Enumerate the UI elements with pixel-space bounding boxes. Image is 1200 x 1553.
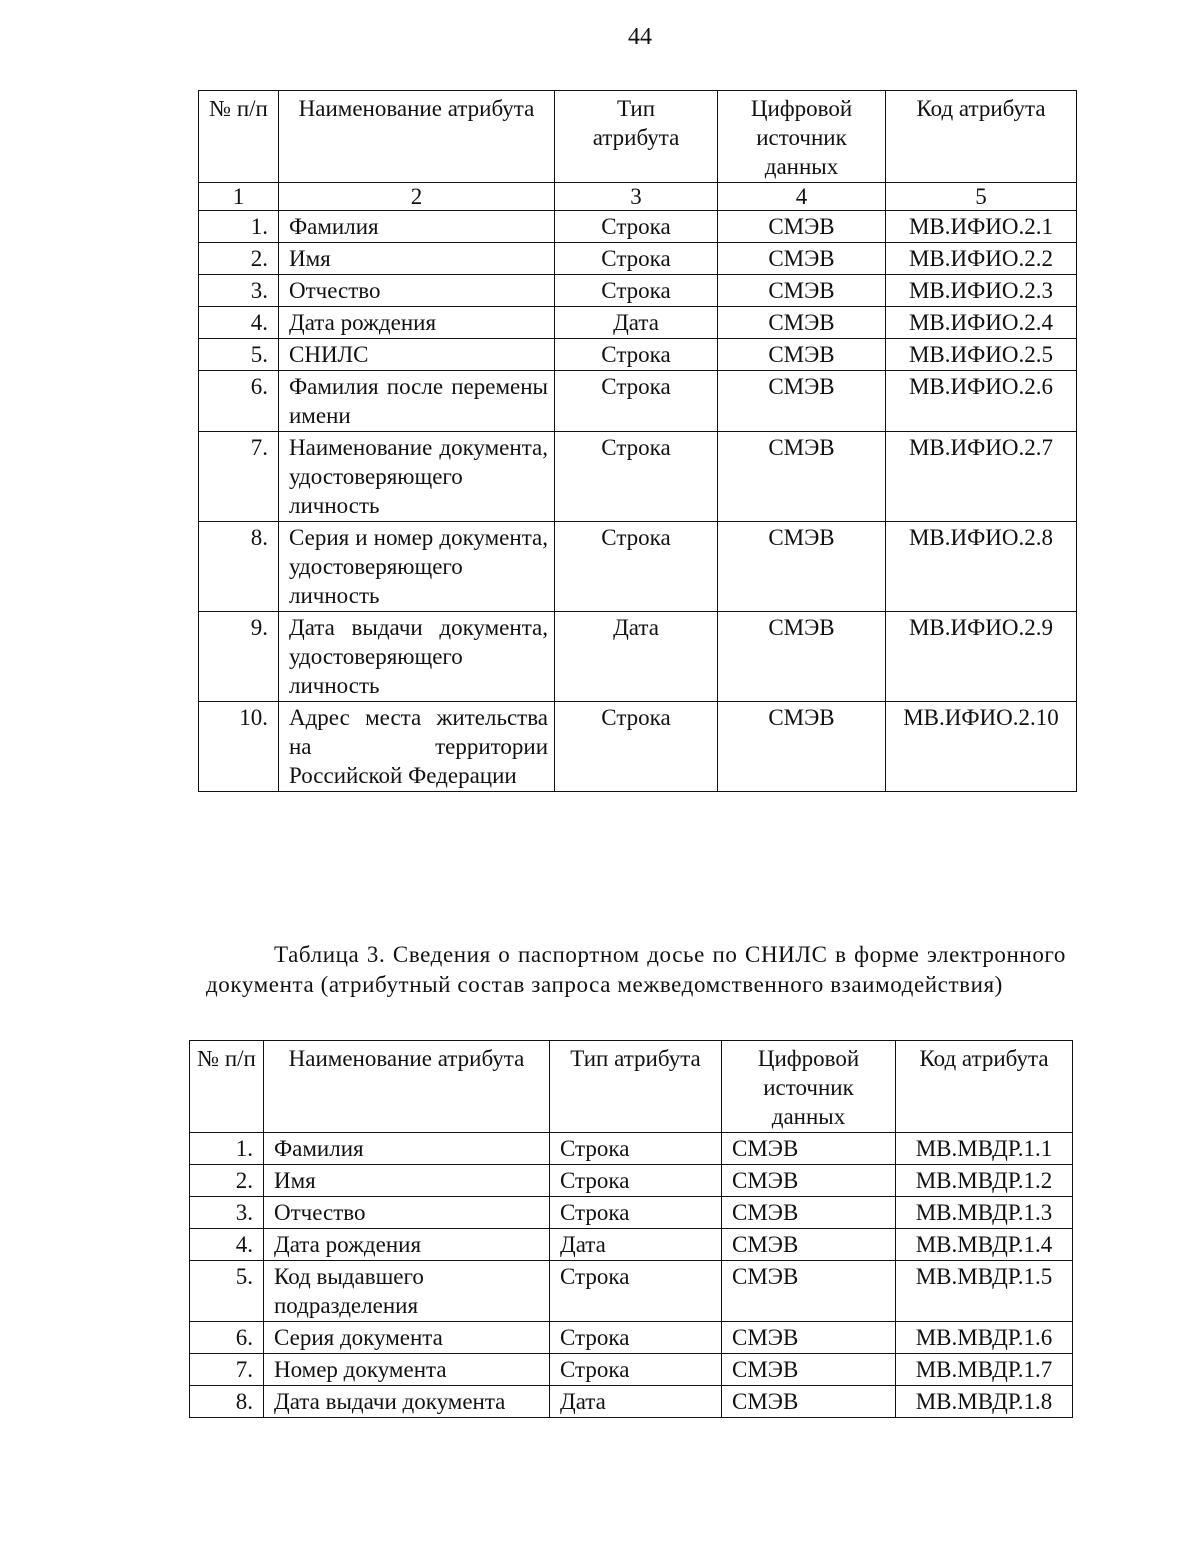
table-row (199, 522, 1077, 612)
table-header-row (199, 91, 1077, 183)
table-row (199, 243, 1077, 275)
data-source: СМЭВ (718, 371, 886, 432)
attribute-code: МВ.ИФИО.2.10 (886, 702, 1077, 792)
attribute-name: Дата выдачи документа, удостоверяющего личность (279, 612, 555, 702)
attribute-name: Дата рождения (279, 307, 555, 339)
page-number: 44 (628, 24, 652, 50)
attribute-code: МВ.ИФИО.2.8 (886, 522, 1077, 612)
header-type: Тип атрибута (555, 91, 718, 183)
table-row (199, 211, 1077, 243)
data-source: СМЭВ (718, 612, 886, 702)
attribute-type: Дата (550, 1386, 722, 1418)
attribute-type: Строка (555, 243, 718, 275)
attribute-name: Номер документа (264, 1354, 550, 1386)
table-row (190, 1165, 1073, 1197)
row-number: 4. (190, 1229, 264, 1261)
attribute-name: Наименование документа, удостоверяющего личность (279, 432, 555, 522)
row-number: 4. (199, 307, 279, 339)
attribute-name: Дата рождения (264, 1229, 550, 1261)
attribute-code: МВ.ИФИО.2.2 (886, 243, 1077, 275)
row-number: 8. (190, 1386, 264, 1418)
row-number: 1. (199, 211, 279, 243)
attribute-name: Фамилия (264, 1133, 550, 1165)
attribute-type: Дата (550, 1229, 722, 1261)
attribute-code: МВ.МВДР.1.2 (896, 1165, 1073, 1197)
data-source: СМЭВ (718, 522, 886, 612)
attribute-name: Код выдавшего подразделения (264, 1261, 550, 1322)
attribute-code: МВ.МВДР.1.3 (896, 1197, 1073, 1229)
row-number: 8. (199, 522, 279, 612)
attribute-name: Имя (264, 1165, 550, 1197)
table-row (199, 432, 1077, 522)
header-source: Цифровой источник данных (718, 91, 886, 183)
attribute-type: Строка (550, 1261, 722, 1322)
header-name: Наименование атрибута (264, 1041, 550, 1133)
table-row (199, 612, 1077, 702)
column-index: 3 (555, 183, 718, 211)
attribute-type: Строка (550, 1165, 722, 1197)
attribute-code: МВ.МВДР.1.1 (896, 1133, 1073, 1165)
row-number: 7. (190, 1354, 264, 1386)
attribute-code: МВ.ИФИО.2.1 (886, 211, 1077, 243)
column-index-row (199, 183, 1077, 211)
attributes-table-2 (198, 90, 1077, 792)
data-source: СМЭВ (722, 1165, 896, 1197)
attribute-code: МВ.МВДР.1.6 (896, 1322, 1073, 1354)
attribute-name: СНИЛС (279, 339, 555, 371)
attribute-code: МВ.МВДР.1.8 (896, 1386, 1073, 1418)
attribute-type: Дата (555, 307, 718, 339)
row-number: 1. (190, 1133, 264, 1165)
row-number: 2. (190, 1165, 264, 1197)
table-row (190, 1386, 1073, 1418)
row-number: 6. (199, 371, 279, 432)
data-source: СМЭВ (718, 702, 886, 792)
table-row (199, 371, 1077, 432)
attribute-type: Строка (550, 1197, 722, 1229)
attribute-code: МВ.ИФИО.2.5 (886, 339, 1077, 371)
attribute-code: МВ.ИФИО.2.3 (886, 275, 1077, 307)
attribute-name: Серия документа (264, 1322, 550, 1354)
attribute-name: Адрес места жительства на территории Российской Федерации (279, 702, 555, 792)
data-source: СМЭВ (718, 243, 886, 275)
data-source: СМЭВ (718, 275, 886, 307)
table-header-row (190, 1041, 1073, 1133)
data-source: СМЭВ (718, 432, 886, 522)
header-source: Цифровой источник данных (722, 1041, 896, 1133)
attribute-type: Строка (550, 1354, 722, 1386)
data-source: СМЭВ (718, 339, 886, 371)
attribute-name: Дата выдачи документа (264, 1386, 550, 1418)
row-number: 3. (190, 1197, 264, 1229)
attribute-code: МВ.ИФИО.2.4 (886, 307, 1077, 339)
column-index: 5 (886, 183, 1077, 211)
attributes-table-3 (189, 1040, 1073, 1418)
row-number: 2. (199, 243, 279, 275)
table-row (190, 1229, 1073, 1261)
attribute-type: Строка (555, 275, 718, 307)
row-number: 5. (199, 339, 279, 371)
table-row (190, 1261, 1073, 1322)
row-number: 5. (190, 1261, 264, 1322)
table-caption: Таблица 3. Сведения о паспортном досье по СНИЛС в форме электронного документа (атрибутный состав запроса межведомственного взаимодействия) (206, 942, 1066, 997)
table-row (190, 1354, 1073, 1386)
attribute-name: Фамилия после перемены имени (279, 371, 555, 432)
attribute-type: Строка (550, 1133, 722, 1165)
attribute-type: Строка (555, 211, 718, 243)
attribute-name: Отчество (264, 1197, 550, 1229)
attribute-code: МВ.ИФИО.2.6 (886, 371, 1077, 432)
attribute-type: Строка (555, 432, 718, 522)
attribute-type: Дата (555, 612, 718, 702)
data-source: СМЭВ (722, 1386, 896, 1418)
column-index: 1 (199, 183, 279, 211)
attribute-type: Строка (550, 1322, 722, 1354)
attribute-code: МВ.ИФИО.2.7 (886, 432, 1077, 522)
attribute-type: Строка (555, 339, 718, 371)
attribute-type: Строка (555, 702, 718, 792)
data-source: СМЭВ (718, 211, 886, 243)
attribute-code: МВ.ИФИО.2.9 (886, 612, 1077, 702)
table-row (199, 702, 1077, 792)
header-num: № п/п (190, 1041, 264, 1133)
attribute-code: МВ.МВДР.1.5 (896, 1261, 1073, 1322)
attribute-name: Фамилия (279, 211, 555, 243)
row-number: 10. (199, 702, 279, 792)
data-source: СМЭВ (722, 1261, 896, 1322)
attribute-type: Строка (555, 371, 718, 432)
table-row (190, 1197, 1073, 1229)
table-row (190, 1133, 1073, 1165)
header-num: № п/п (199, 91, 279, 183)
table-row (190, 1322, 1073, 1354)
data-source: СМЭВ (718, 307, 886, 339)
header-code: Код атрибута (886, 91, 1077, 183)
column-index: 2 (279, 183, 555, 211)
data-source: СМЭВ (722, 1354, 896, 1386)
header-type: Тип атрибута (550, 1041, 722, 1133)
row-number: 3. (199, 275, 279, 307)
column-index: 4 (718, 183, 886, 211)
attribute-name: Отчество (279, 275, 555, 307)
data-source: СМЭВ (722, 1133, 896, 1165)
table-row (199, 275, 1077, 307)
row-number: 7. (199, 432, 279, 522)
data-source: СМЭВ (722, 1229, 896, 1261)
data-source: СМЭВ (722, 1197, 896, 1229)
attribute-name: Имя (279, 243, 555, 275)
table-row (199, 307, 1077, 339)
row-number: 6. (190, 1322, 264, 1354)
attribute-type: Строка (555, 522, 718, 612)
attribute-code: МВ.МВДР.1.4 (896, 1229, 1073, 1261)
attribute-code: МВ.МВДР.1.7 (896, 1354, 1073, 1386)
data-source: СМЭВ (722, 1322, 896, 1354)
header-name: Наименование атрибута (279, 91, 555, 183)
table-row (199, 339, 1077, 371)
attribute-name: Серия и номер документа, удостоверяющего личность (279, 522, 555, 612)
header-code: Код атрибута (896, 1041, 1073, 1133)
row-number: 9. (199, 612, 279, 702)
